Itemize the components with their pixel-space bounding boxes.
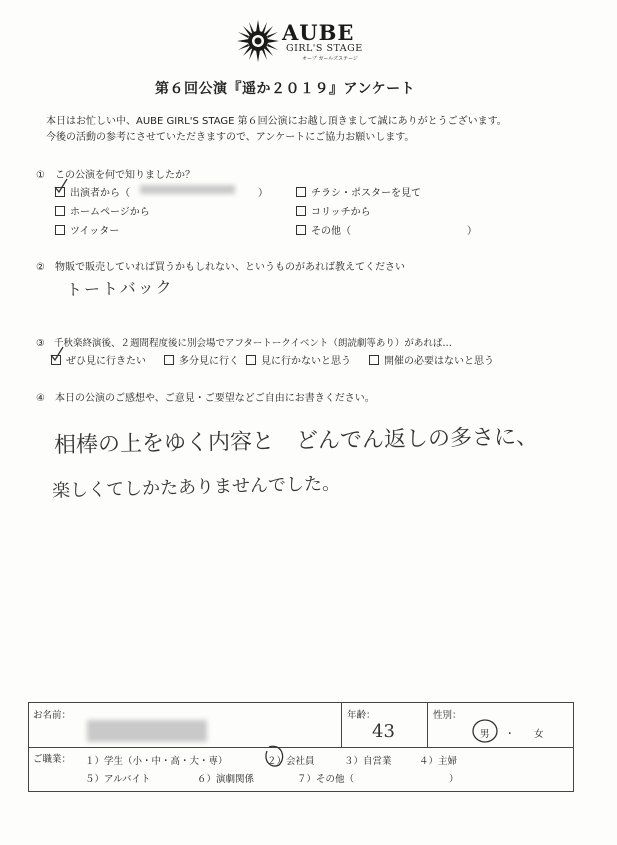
page-title: 第６回公演『遥か２０１９』アンケート	[155, 81, 416, 97]
occupation-label: ご職業：	[33, 754, 72, 765]
occupation-employee[interactable]: ２）会社員	[267, 756, 315, 767]
q3-option-definitely[interactable]	[51, 352, 146, 367]
q3-option-unnecessary[interactable]	[369, 352, 494, 367]
respondent-info-table	[28, 702, 574, 792]
checkbox[interactable]	[369, 355, 379, 365]
question-1: ① この公演を何で知りましたか？	[36, 170, 195, 181]
q1-option-corich[interactable]	[296, 203, 371, 218]
option-label: チラシ・ポスターを見て	[311, 188, 421, 199]
check-mark-icon	[49, 346, 65, 362]
checkbox[interactable]	[296, 206, 306, 216]
option-label: ホームページから	[70, 207, 150, 218]
sun-emblem-icon	[236, 18, 280, 64]
occupation-theater[interactable]: ６）演劇関係	[197, 774, 255, 785]
option-label: 開催の必要はないと思う	[384, 356, 494, 367]
option-label: 出演者から（	[70, 188, 130, 199]
q4-handwritten-answer-line-2: 楽しくてしかたありませんでした。	[51, 473, 341, 502]
option-label: その他（	[311, 226, 351, 237]
option-label: 見に行かないと思う	[261, 356, 351, 367]
circle-mark-icon	[261, 743, 289, 769]
name-label: お名前：	[33, 710, 72, 721]
checkbox[interactable]	[55, 225, 65, 235]
occupation-student[interactable]: １）学生（小・中・高・大・専）	[85, 756, 228, 767]
logo-subtitle: GIRL'S STAGE	[286, 43, 363, 54]
question-4: ④ 本日の公演のご感想や、ご意見・ご要望などご自由にお書きください。	[36, 393, 375, 404]
redacted-text	[140, 185, 235, 194]
logo-kana: オーブ ガールズステージ	[302, 56, 358, 62]
q3-option-probably[interactable]	[164, 352, 239, 367]
check-mark-icon	[53, 178, 69, 194]
closing-paren: ）	[449, 774, 459, 785]
intro-line-1: 本日はお忙しい中、AUBE GIRL'S STAGE 第６回公演にお越し頂きまして誠にありがとうございます。	[46, 116, 507, 127]
q1-option-homepage[interactable]	[55, 203, 150, 218]
redacted-name	[87, 720, 207, 742]
checkbox[interactable]	[164, 355, 174, 365]
gender-label: 性別：	[433, 710, 462, 721]
checkbox[interactable]	[55, 206, 65, 216]
closing-paren: ）	[258, 188, 268, 199]
checkbox[interactable]	[246, 355, 256, 365]
gender-female[interactable]: 女	[534, 729, 544, 740]
occupation-part-time[interactable]: ５）アルバイト	[85, 774, 151, 785]
divider	[341, 703, 342, 747]
gender-male[interactable]: 男	[480, 729, 490, 740]
q2-handwritten-answer: トートバック	[65, 277, 174, 300]
option-label: ぜひ見に行きたい	[66, 356, 146, 367]
occupation-other[interactable]: ７）その他（	[297, 774, 355, 785]
q1-option-other[interactable]	[296, 222, 351, 237]
option-label: ツイッター	[70, 226, 120, 237]
q4-handwritten-answer-line-1: 相棒の上をゆく内容と どんでん返しの多さに、	[53, 424, 539, 459]
q1-option-flyer[interactable]	[296, 184, 421, 199]
circle-mark-icon	[470, 717, 500, 745]
gender-separator: ・	[505, 729, 515, 740]
option-label: コリッチから	[311, 207, 371, 218]
intro-line-2: 今後の活動の参考にさせていただきますので、アンケートにご協力お願いします。	[46, 132, 415, 143]
q1-option-twitter[interactable]	[55, 222, 119, 237]
logo-name: AUBE	[282, 20, 355, 45]
closing-paren: ）	[467, 226, 477, 237]
age-label: 年齢：	[347, 710, 376, 721]
q3-option-not-going[interactable]	[246, 352, 351, 367]
divider	[29, 747, 573, 748]
question-2: ② 物販で販売していれば買うかもしれない、というものがあれば教えてください	[36, 262, 405, 273]
logo	[236, 18, 386, 64]
occupation-self-employed[interactable]: ３）自営業	[344, 756, 392, 767]
checkbox[interactable]	[296, 187, 306, 197]
occupation-homemaker[interactable]: ４）主婦	[419, 756, 458, 767]
question-3: ③ 千秋楽終演後、２週間程度後に別会場でアフタートークイベント（朗読劇等あり）があれば…	[36, 338, 452, 349]
divider	[427, 703, 428, 747]
option-label: 多分見に行く	[179, 356, 239, 367]
age-value: 43	[372, 721, 395, 742]
checkbox[interactable]	[296, 225, 306, 235]
